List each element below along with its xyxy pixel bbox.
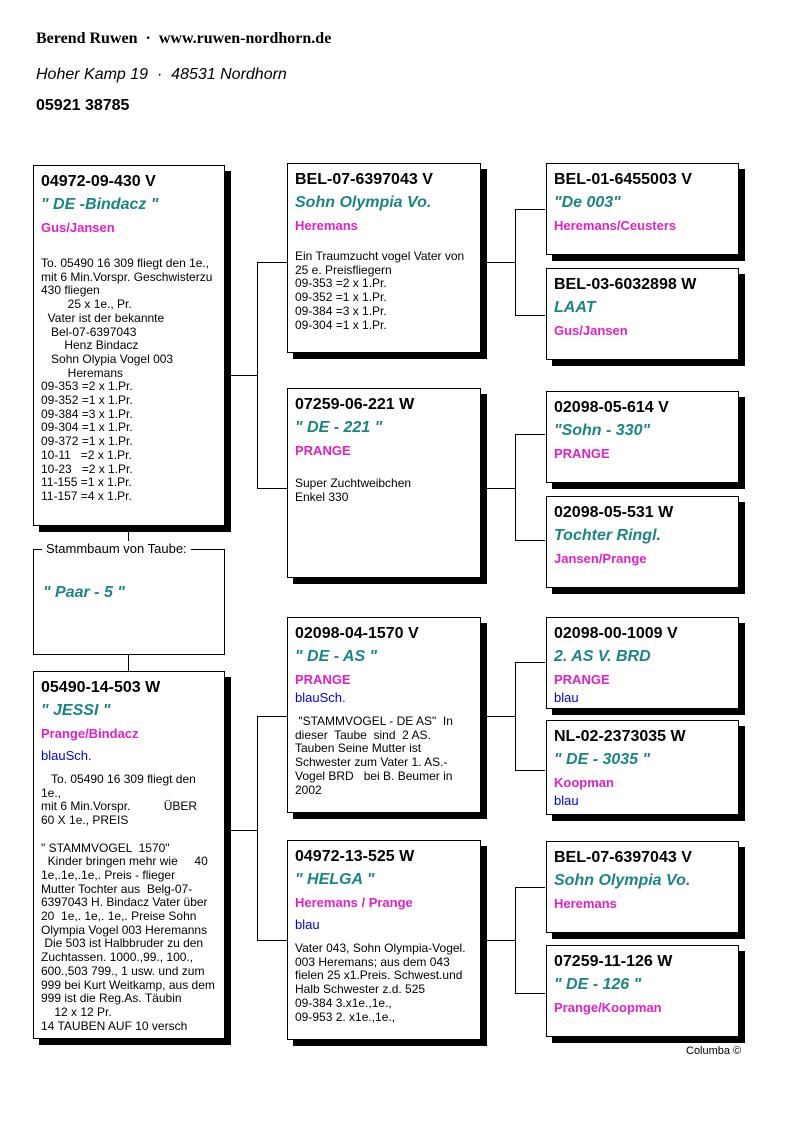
fm-mother-card bbox=[546, 496, 739, 588]
connector-line bbox=[515, 209, 516, 316]
pigeon-notes: Vater 043, Sohn Olympia-Vogel. 003 Heremans; aus dem 043 fielen 25 x1.Preis. Schwest.und Halb Schwester z.d. 525 09-384 3.x1e.,1e., 09-953 2. x1e.,1e., bbox=[295, 941, 466, 1024]
owner: Heremans / Prange bbox=[295, 895, 413, 910]
color: blauSch. bbox=[41, 748, 92, 763]
color: blauSch. bbox=[295, 690, 346, 705]
connector-line bbox=[257, 262, 287, 263]
mother-mother-card bbox=[287, 840, 481, 1040]
ring-number: BEL-01-6455003 V bbox=[554, 171, 692, 188]
connector-line bbox=[481, 940, 516, 941]
ring-number: BEL-03-6032898 W bbox=[554, 276, 697, 293]
breeder-name-website: Berend Ruwen · www.ruwen-nordhorn.de bbox=[36, 30, 332, 47]
owner: Gus/Jansen bbox=[554, 323, 628, 338]
connector-line bbox=[225, 830, 258, 831]
pigeon-name: " DE - 126 " bbox=[554, 976, 642, 993]
color: blau bbox=[295, 917, 320, 932]
owner: Heremans/Ceusters bbox=[554, 218, 677, 233]
ring-number: 07259-11-126 W bbox=[554, 953, 673, 970]
breeder-phone: 05921 38785 bbox=[36, 97, 130, 114]
pigeon-name: " DE - 221 " bbox=[295, 419, 383, 436]
color: blau bbox=[554, 690, 579, 705]
owner: Gus/Jansen bbox=[41, 220, 115, 235]
connector-line bbox=[257, 262, 258, 489]
software-credit: Columba © bbox=[686, 1045, 742, 1057]
pigeon-name: Tochter Ringl. bbox=[554, 527, 661, 544]
connector-line bbox=[257, 716, 258, 941]
owner: Heremans bbox=[295, 218, 358, 233]
breeder-address: Hoher Kamp 19 · 48531 Nordhorn bbox=[36, 66, 287, 83]
connector-line bbox=[515, 434, 545, 435]
ff-father-card bbox=[546, 163, 739, 255]
pigeon-name: "Sohn - 330" bbox=[554, 422, 651, 439]
connector-line bbox=[515, 540, 545, 541]
ring-number: BEL-07-6397043 V bbox=[554, 849, 692, 866]
owner: PRANGE bbox=[295, 672, 351, 687]
pigeon-name: " DE - AS " bbox=[295, 648, 378, 665]
ring-number: 02098-05-614 V bbox=[554, 399, 669, 416]
ring-number: 05490-14-503 W bbox=[41, 679, 161, 696]
fm-father-card bbox=[546, 391, 739, 483]
owner: Koopman bbox=[554, 775, 614, 790]
pigeon-name: Sohn Olympia Vo. bbox=[295, 194, 432, 211]
pigeon-notes: To. 05490 16 309 fliegt den 1e., mit 6 Min.Vorspr. ÜBER 60 X 1e., PREIS " STAMMVOGEL 1570" Kinder bringen mehr wie 40 1e,.1e,.1e,. Preis - flieger Mutter Tochter aus Belg-07- 6397043 H. Bindacz Vater über 20 1e,. 1e,. 1e,. Preise Sohn Olympia Vogel 003 Heremanns Die 503 ist Halbbruder zu den Zuchtassen. 1000.,99., 100., 600.,503 799., 1 usw. und zum 999 bei Kurt Weitkamp, aus dem 999 ist die Reg.As. Täubin 12 x 12 Pr. 14 TAUBEN AUF 10 versch bbox=[41, 772, 215, 1033]
pigeon-name: " DE - 3035 " bbox=[554, 751, 651, 768]
ff-mother-card bbox=[546, 268, 739, 360]
father-father-card bbox=[287, 163, 481, 353]
connector-line bbox=[225, 375, 258, 376]
ring-number: 02098-00-1009 V bbox=[554, 625, 678, 642]
connector-line bbox=[515, 434, 516, 541]
owner: PRANGE bbox=[554, 672, 610, 687]
owner: PRANGE bbox=[554, 446, 610, 461]
pigeon-name: "De 003" bbox=[554, 194, 621, 211]
connector-line bbox=[515, 662, 516, 771]
connector-line bbox=[515, 993, 545, 994]
pigeon-name: " HELGA " bbox=[295, 871, 375, 888]
connector-line bbox=[128, 655, 129, 671]
pedigree-title-label: Stammbaum von Taube: bbox=[42, 541, 191, 556]
pigeon-notes: "STAMMVOGEL - DE AS" In dieser Taube sind 2 AS. Tauben Seine Mutter ist Schwester zum Vater 1. AS.- Vogel BRD bei B. Beumer in 2002 bbox=[295, 714, 453, 797]
pigeon-notes: To. 05490 16 309 fliegt den 1e., mit 6 Min.Vorspr. Geschwisterzu 430 fliegen 25 x 1e., Pr. Vater ist der bekannte Bel-07-6397043 Henz Bindacz Sohn Olypia Vogel 003 Heremans 09-353 =2 x 1.Pr. 09-352 =1 x 1.Pr. 09-384 =3 x 1.Pr. 09-304 =1 x 1.Pr. 09-372 =1 x 1.Pr. 10-11 =2 x 1.Pr. 10-23 =2 x 1.Pr. 11-155 =1 x 1.Pr. 11-157 =4 x 1.Pr. bbox=[41, 256, 213, 503]
pigeon-notes: Super Zuchtweibchen Enkel 330 bbox=[295, 476, 412, 504]
mf-father-card bbox=[546, 617, 739, 709]
owner: Prange/Bindacz bbox=[41, 726, 139, 741]
mother-father-card bbox=[287, 617, 481, 813]
pedigree-title-name: " Paar - 5 " bbox=[43, 584, 125, 601]
mm-father-card bbox=[546, 841, 739, 933]
connector-line bbox=[257, 940, 287, 941]
connector-line bbox=[515, 209, 545, 210]
connector-line bbox=[515, 662, 545, 663]
connector-line bbox=[515, 770, 545, 771]
pedigree-title-box bbox=[33, 549, 225, 655]
ring-number: 07259-06-221 W bbox=[295, 396, 415, 413]
pigeon-name: " JESSI " bbox=[41, 702, 111, 719]
connector-line bbox=[257, 488, 287, 489]
connector-line bbox=[257, 716, 287, 717]
pigeon-name: 2. AS V. BRD bbox=[554, 648, 651, 665]
mother-card bbox=[33, 671, 225, 1039]
pigeon-notes: Ein Traumzucht vogel Vater von 25 e. Preisfliegern 09-353 =2 x 1.Pr. 09-352 =1 x 1.Pr. 09-384 =3 x 1.Pr. 09-304 =1 x 1.Pr. bbox=[295, 249, 465, 332]
color: blau bbox=[554, 793, 579, 808]
ring-number: 02098-05-531 W bbox=[554, 504, 674, 521]
father-card bbox=[33, 165, 225, 526]
pigeon-name: " DE -Bindacz " bbox=[41, 196, 159, 213]
pigeon-name: Sohn Olympia Vo. bbox=[554, 872, 691, 889]
owner: Prange/Koopman bbox=[554, 1000, 662, 1015]
connector-line bbox=[515, 315, 545, 316]
ring-number: NL-02-2373035 W bbox=[554, 728, 686, 745]
mm-mother-card bbox=[546, 945, 739, 1037]
ring-number: 04972-09-430 V bbox=[41, 173, 156, 190]
connector-line bbox=[515, 887, 545, 888]
pigeon-name: LAAT bbox=[554, 299, 596, 316]
connector-line bbox=[481, 716, 516, 717]
owner: Jansen/Prange bbox=[554, 551, 647, 566]
ring-number: 02098-04-1570 V bbox=[295, 625, 419, 642]
owner: Heremans bbox=[554, 896, 617, 911]
ring-number: 04972-13-525 W bbox=[295, 848, 415, 865]
connector-line bbox=[515, 887, 516, 994]
mf-mother-card bbox=[546, 720, 739, 815]
connector-line bbox=[481, 262, 516, 263]
ring-number: BEL-07-6397043 V bbox=[295, 171, 433, 188]
connector-line bbox=[481, 488, 516, 489]
father-mother-card bbox=[287, 388, 481, 578]
owner: PRANGE bbox=[295, 443, 351, 458]
